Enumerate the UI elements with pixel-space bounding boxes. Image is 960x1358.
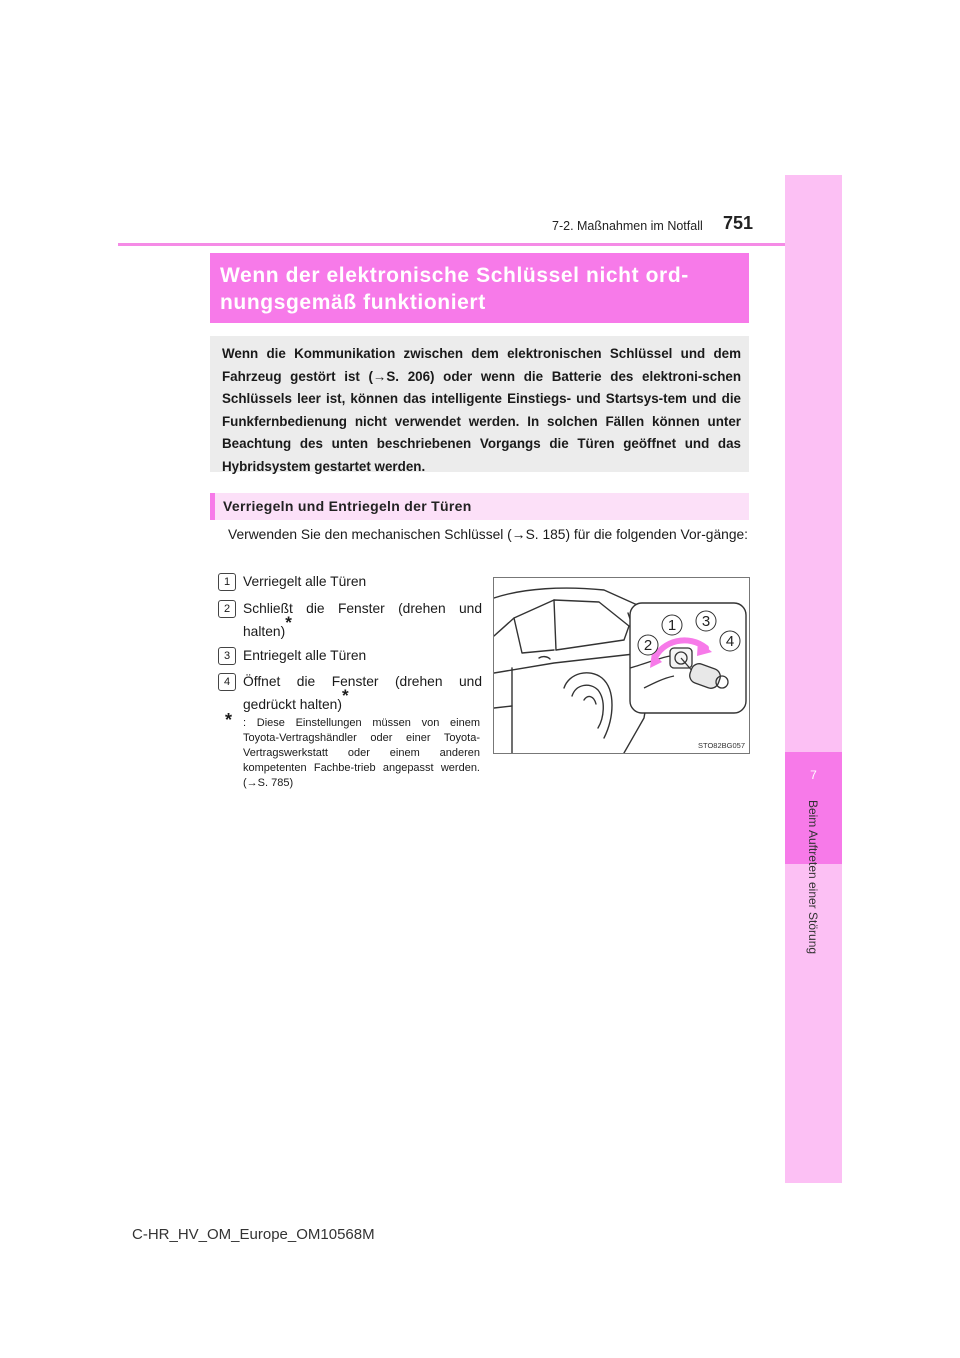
figure-code: STO82BG057 bbox=[698, 741, 745, 750]
subsection-heading-text: Verriegeln und Entriegeln der Türen bbox=[223, 498, 472, 514]
key-illustration bbox=[493, 577, 750, 754]
header-rule bbox=[118, 243, 785, 246]
step-text: Öffnet die Fenster (drehen und gedrückt halten) bbox=[243, 674, 482, 712]
footnote-star: * bbox=[285, 613, 292, 633]
subsection-heading bbox=[210, 493, 749, 520]
callout-3: 3 bbox=[701, 613, 711, 630]
chapter-title-container bbox=[796, 799, 830, 1170]
callout-1: 1 bbox=[667, 617, 677, 634]
footnote-text: : Diese Einstellungen müssen von einem Toyota-Vertragshändler oder einer Toyota-Vertragswerkstatt oder einem anderen kompetenten Fachbe-trieb angepasst werden. (→S. 785) bbox=[243, 717, 480, 789]
chapter-title: Beim Auftreten einer Störung bbox=[806, 799, 820, 955]
step-text: Entriegelt alle Türen bbox=[243, 648, 367, 663]
title-banner bbox=[210, 253, 749, 323]
step-number: 4 bbox=[218, 673, 236, 691]
step-3 bbox=[218, 644, 482, 667]
footnote-mark: * bbox=[225, 710, 233, 730]
step-text: Verriegelt alle Türen bbox=[243, 574, 367, 589]
step-text: Schließt die Fenster (drehen und halten) bbox=[243, 601, 482, 639]
step-4 bbox=[218, 670, 482, 716]
callout-4: 4 bbox=[725, 633, 735, 650]
intro-box bbox=[210, 336, 749, 472]
footnote-star: * bbox=[341, 686, 349, 706]
step-number: 3 bbox=[218, 647, 236, 665]
subsection-body: Verwenden Sie den mechanischen Schlüssel (→S. 185) für die folgenden Vor-gänge: bbox=[228, 527, 749, 542]
callout-2: 2 bbox=[643, 637, 653, 654]
car-door-lock-illustration bbox=[494, 578, 749, 753]
footnote bbox=[225, 710, 480, 791]
intro-text: Wenn die Kommunikation zwischen dem elektronischen Schlüssel und dem Fahrzeug gestört ist (→S. 206) oder wenn die Batterie des elektroni-schen Schlüssels leer ist, können das intelligente Einstiegs- und Startsys-tem und die Funkfernbedienung nicht verwendet werden. In solchen Fällen können unter Beachtung des unten beschriebenen Vorgangs die Türen geöffnet und das Hybridsystem gestartet werden. bbox=[222, 346, 741, 474]
document-id: C-HR_HV_OM_Europe_OM10568M bbox=[132, 1226, 375, 1243]
chapter-number: 7 bbox=[810, 768, 817, 782]
step-number: 2 bbox=[218, 600, 236, 618]
page-title: Wenn der elektronische Schlüssel nicht ord-nungsgemäß funktioniert bbox=[220, 264, 689, 314]
heading-accent-bar bbox=[210, 493, 215, 520]
page-number: 751 bbox=[723, 213, 754, 233]
section-reference: 7-2. Maßnahmen im Notfall bbox=[552, 219, 703, 233]
step-number: 1 bbox=[218, 573, 236, 591]
step-1 bbox=[218, 570, 482, 593]
step-2 bbox=[218, 597, 482, 643]
